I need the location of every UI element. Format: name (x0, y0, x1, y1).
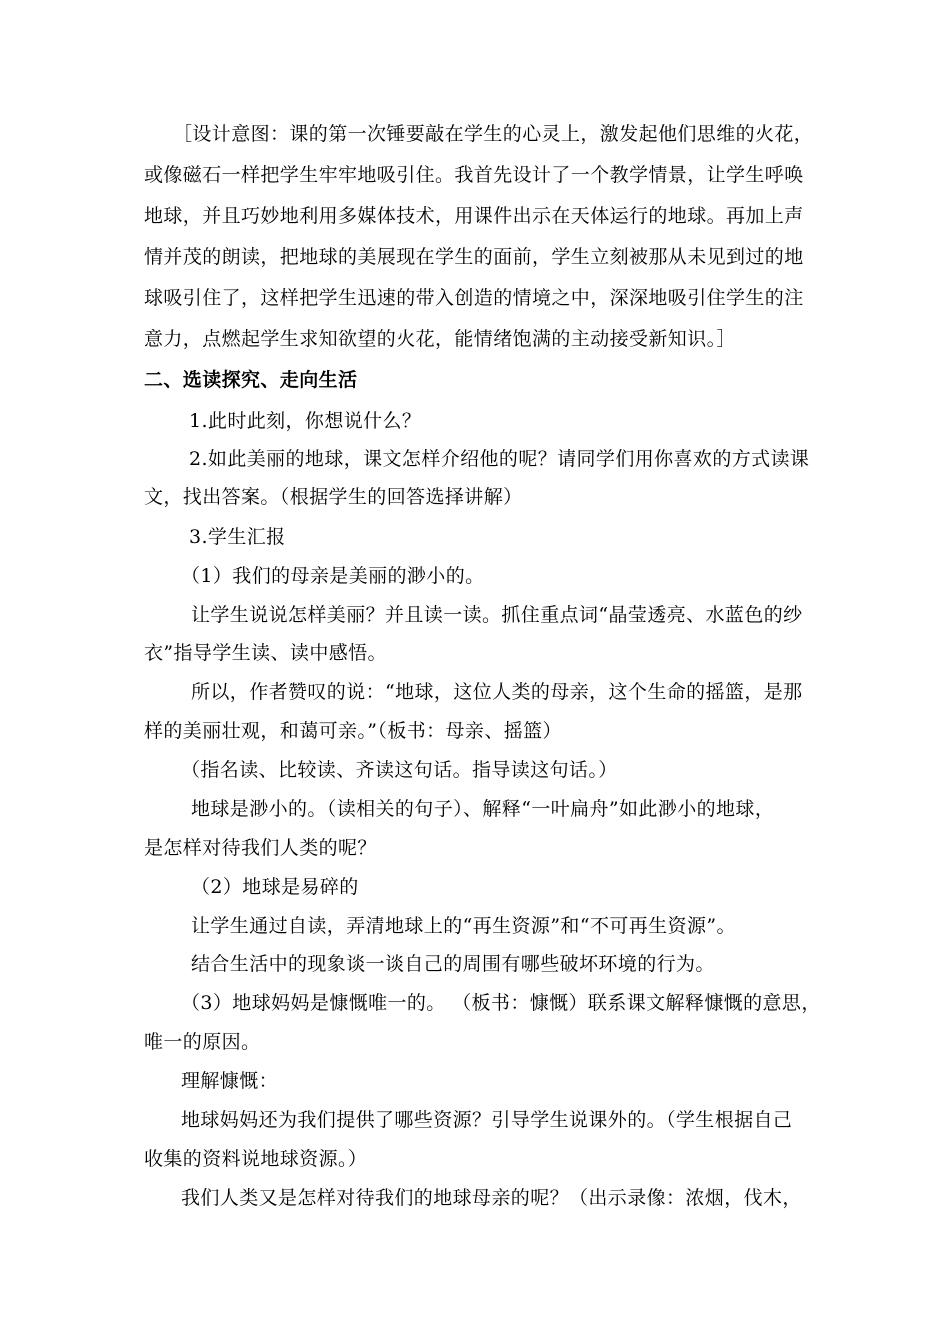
point-1-quote-line: 所以，作者赞叹的说：“地球，这位人类的母亲，这个生命的摇篮，是那 (191, 681, 803, 703)
point-3-title-line: （3）地球妈妈是慷慨唯一的。 （板书：慷慨）联系课文解释慷慨的意思， (181, 992, 821, 1014)
design-intent-line: 或像磁石一样把学生牢牢地吸引住。我首先设计了一个教学情景，让学生呼唤 (144, 164, 804, 186)
point-2-text: 让学生通过自读，弄清地球上的“再生资源”和“不可再生资源”。 (191, 915, 736, 937)
design-intent-line: 情并茂的朗读，把地球的美展现在学生的面前，学生立刻被那从未见到过的地 (144, 246, 804, 268)
design-intent-line: 地球，并且巧妙地利用多媒体技术，用课件出示在天体运行的地球。再加上声 (144, 205, 804, 227)
understand-label: 理解慷慨： (181, 1070, 279, 1092)
point-3-title-line: 唯一的原因。 (144, 1031, 261, 1053)
resources-line: 地球妈妈还为我们提供了哪些资源？引导学生说课外的。（学生根据自己 (181, 1109, 793, 1131)
point-2-text: 结合生活中的现象谈一谈自己的周围有哪些破坏环境的行为。 (191, 953, 715, 975)
point-1-title: （1）我们的母亲是美丽的渺小的。 (181, 565, 485, 587)
question-3: 3.学生汇报 (189, 526, 286, 548)
point-1-text-line: 衣”指导学生读、读中感悟。 (144, 642, 387, 664)
question-2-line: 文，找出答案。（根据学生的回答选择讲解） (144, 486, 523, 508)
point-1-small-line: 地球是渺小的。（读相关的句子）、解释“一叶扁舟”如此渺小的地球， (191, 798, 775, 820)
section-heading: 二、选读探究、走向生活 (144, 369, 358, 391)
resources-line: 收集的资料说地球资源。） (144, 1148, 368, 1170)
design-intent-line: 球吸引住了，这样把学生迅速的带入创造的情境之中，深深地吸引住学生的注 (144, 287, 804, 309)
design-intent-line: ［设计意图：课的第一次锤要敲在学生的心灵上，激发起他们思维的火花， (173, 123, 814, 145)
point-2-title: （2）地球是易碎的 (191, 876, 359, 898)
point-1-quote-line: 样的美丽壮观，和蔼可亲。”（板书：母亲、摇篮） (144, 720, 562, 742)
question-1: 1.此时此刻，你想说什么？ (189, 410, 422, 432)
question-2-line: 2.如此美丽的地球，课文怎样介绍他的呢？请同学们用你喜欢的方式读课 (189, 448, 810, 470)
point-1-reading: （指名读、比较读、齐读这句话。指导读这句话。） (181, 759, 618, 781)
point-1-text-line: 让学生说说怎样美丽？并且读一读。抓住重点词“晶莹透亮、水蓝色的纱 (191, 604, 803, 626)
design-intent-line: 意力，点燃起学生求知欲望的火花，能情绪饱满的主动接受新知识。］ (144, 328, 736, 350)
point-1-small-line: 是怎样对待我们人类的呢？ (144, 837, 377, 859)
last-paragraph-line: 我们人类又是怎样对待我们的地球母亲的呢？（出示录像：浓烟，伐木， (181, 1187, 802, 1209)
